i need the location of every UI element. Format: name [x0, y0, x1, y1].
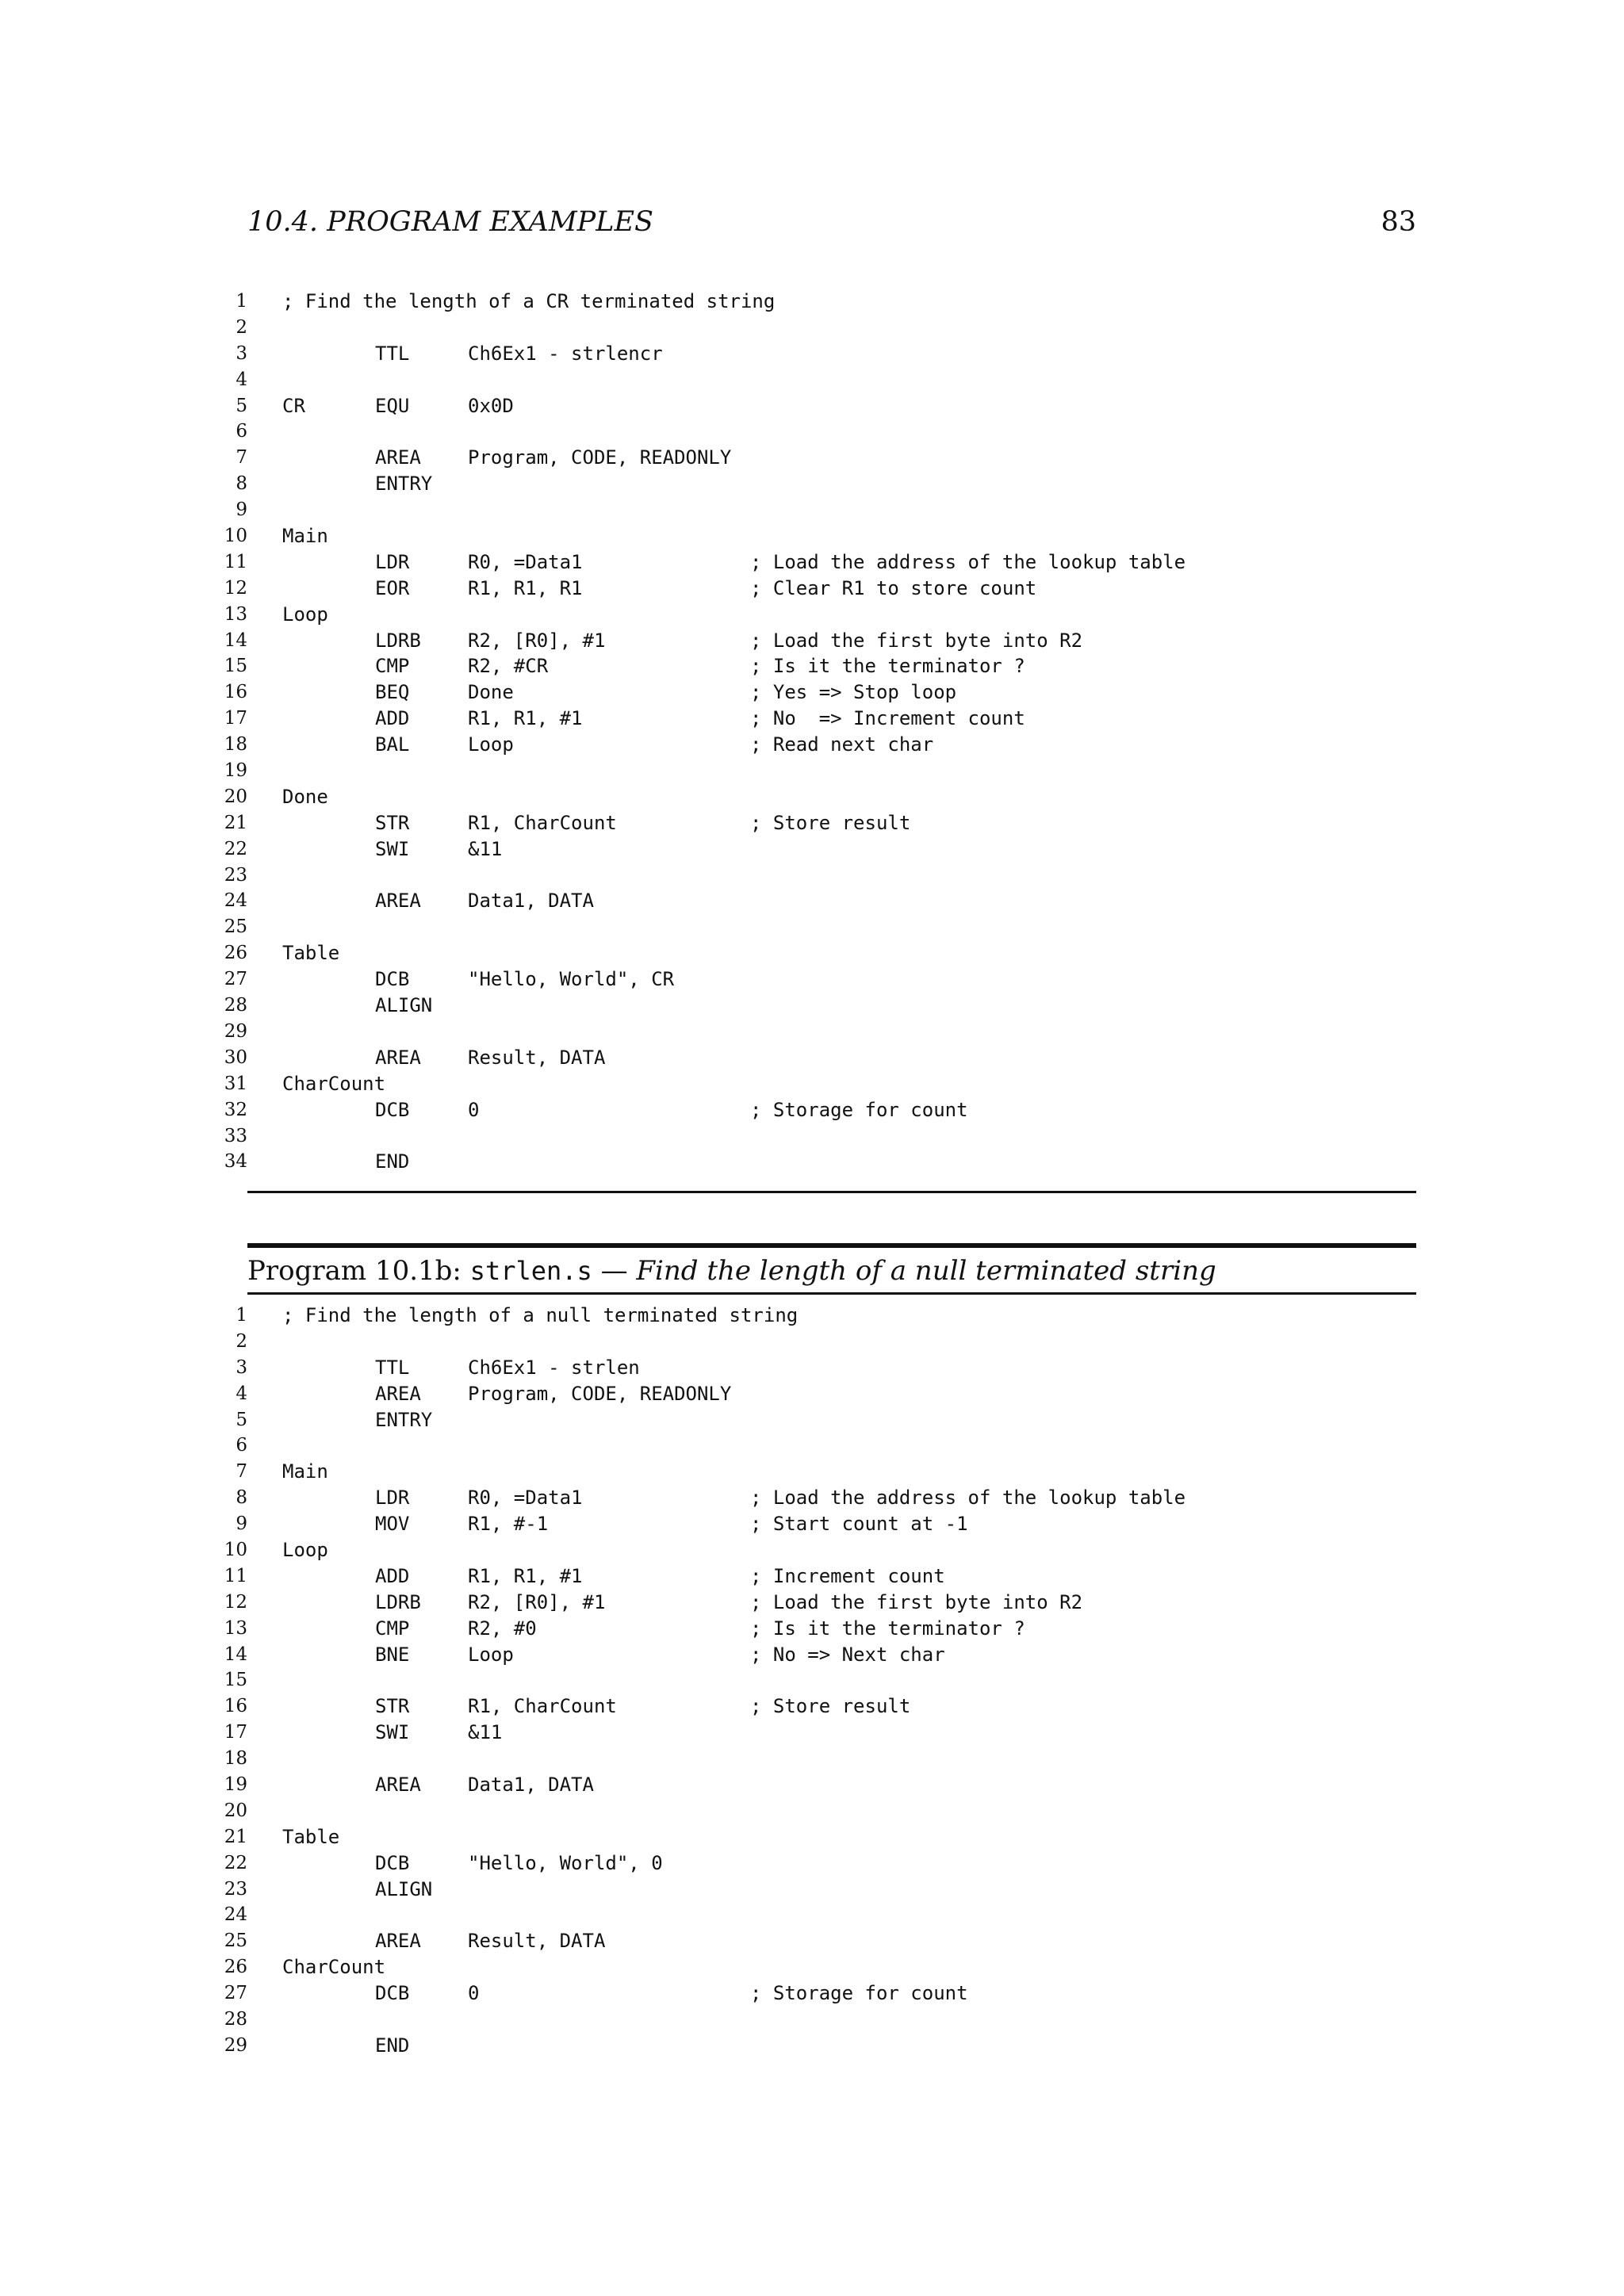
code-line	[214, 445, 1419, 471]
code-line	[214, 1019, 1419, 1045]
code-line	[214, 1355, 1419, 1381]
code-comment: ; Storage for count	[750, 1098, 968, 1121]
line-number: 11	[224, 1565, 247, 1586]
code-opcode: ENTRY	[375, 473, 433, 496]
line-number: 5	[236, 1409, 247, 1430]
code-label: ; Find the length of a CR terminated string	[282, 290, 776, 312]
code-comment: ; Read next char	[750, 733, 934, 756]
code-line	[214, 1772, 1419, 1798]
line-number: 6	[236, 421, 247, 442]
line-number: 13	[224, 1617, 247, 1639]
code-opcode: DCB	[375, 1982, 410, 2005]
line-number: 18	[224, 1748, 247, 1770]
code-operands: Loop	[468, 1643, 514, 1666]
code-opcode: BEQ	[375, 681, 410, 704]
line-number: 29	[224, 2034, 247, 2056]
code-line	[214, 1980, 1419, 2007]
line-number: 5	[236, 395, 247, 416]
code-line	[214, 1693, 1419, 1720]
caption-bottom-rule	[247, 1292, 1416, 1295]
code-line	[214, 1097, 1419, 1123]
code-line	[214, 1459, 1419, 1485]
code-operands: Ch6Ex1 - strlencr	[468, 342, 663, 365]
code-line	[214, 1954, 1419, 1980]
line-number: 15	[224, 1670, 247, 1691]
line-number: 24	[224, 1904, 247, 1926]
code-comment: ; No => Next char	[750, 1643, 945, 1666]
code-line	[214, 1667, 1419, 1693]
line-number: 34	[224, 1151, 247, 1173]
line-number: 18	[224, 734, 247, 756]
code-opcode: STR	[375, 811, 410, 834]
code-line	[214, 1537, 1419, 1563]
caption-dash: —	[592, 1255, 637, 1287]
line-number: 2	[236, 1330, 247, 1352]
page-header	[247, 198, 1416, 246]
code-line	[214, 549, 1419, 576]
caption-prefix: Program 10.1b:	[247, 1255, 470, 1287]
code-operands: Data1, DATA	[468, 1774, 594, 1797]
line-number: 3	[236, 342, 247, 364]
line-number: 26	[224, 1957, 247, 1978]
code-line	[214, 367, 1419, 393]
line-number: 9	[236, 1513, 247, 1535]
code-line	[214, 1720, 1419, 1746]
line-number: 4	[236, 369, 247, 390]
code-opcode: ADD	[375, 1564, 410, 1587]
code-line	[214, 1511, 1419, 1537]
code-line	[214, 393, 1419, 419]
code-label: Table	[282, 942, 340, 965]
code-opcode: CMP	[375, 655, 410, 678]
line-number: 31	[224, 1073, 247, 1094]
code-opcode: AREA	[375, 1382, 421, 1405]
code-line	[214, 341, 1419, 367]
code-opcode: DCB	[375, 968, 410, 991]
line-number: 7	[236, 447, 247, 469]
code-line	[214, 2007, 1419, 2033]
code-comment: ; Is it the terminator ?	[750, 655, 1025, 678]
code-line	[214, 1407, 1419, 1433]
code-comment: ; Storage for count	[750, 1982, 968, 2005]
code-line	[214, 1877, 1419, 1903]
code-operands: R1, #-1	[468, 1513, 549, 1536]
line-number: 25	[224, 1931, 247, 1952]
line-number: 22	[224, 838, 247, 859]
line-number: 19	[224, 760, 247, 782]
code-opcode: ENTRY	[375, 1408, 433, 1431]
code-opcode: EQU	[375, 394, 410, 417]
line-number: 24	[224, 890, 247, 912]
code-line	[214, 1850, 1419, 1877]
code-line	[214, 315, 1419, 341]
line-number: 27	[224, 969, 247, 990]
line-number: 4	[236, 1383, 247, 1404]
code-operands: &11	[468, 1721, 503, 1744]
line-number: 23	[224, 864, 247, 886]
code-opcode: MOV	[375, 1513, 410, 1536]
line-number: 32	[224, 1099, 247, 1120]
code-label: Done	[282, 785, 328, 808]
line-number: 7	[236, 1461, 247, 1483]
code-opcode: AREA	[375, 890, 421, 913]
code-operands: R1, R1, #1	[468, 707, 583, 730]
code-operands: R2, [R0], #1	[468, 1590, 606, 1613]
code-line	[214, 679, 1419, 706]
code-line	[214, 914, 1419, 940]
code-line	[214, 784, 1419, 810]
code-label: Table	[282, 1825, 340, 1848]
code-comment: ; Increment count	[750, 1564, 945, 1587]
code-label: Loop	[282, 603, 328, 626]
line-number: 16	[224, 682, 247, 703]
code-line	[214, 863, 1419, 889]
line-number: 33	[224, 1125, 247, 1146]
code-line	[214, 2033, 1419, 2059]
code-listing-strlen	[214, 1303, 1419, 2059]
line-number: 20	[224, 786, 247, 807]
line-number: 9	[236, 499, 247, 521]
code-opcode: LDRB	[375, 629, 421, 652]
code-opcode: AREA	[375, 1046, 421, 1069]
code-operands: 0	[468, 1098, 480, 1121]
line-number: 8	[236, 473, 247, 495]
code-line	[214, 1746, 1419, 1772]
code-line	[214, 1433, 1419, 1459]
code-line	[214, 497, 1419, 523]
code-operands: R1, R1, #1	[468, 1564, 583, 1587]
code-line	[214, 289, 1419, 315]
code-opcode: SWI	[375, 837, 410, 860]
line-number: 2	[236, 316, 247, 338]
code-label: CharCount	[282, 1072, 386, 1095]
code-label: Main	[282, 1460, 328, 1483]
code-operands: Ch6Ex1 - strlen	[468, 1356, 640, 1379]
page-number: 83	[1381, 206, 1416, 238]
line-number: 16	[224, 1696, 247, 1717]
code-line	[214, 523, 1419, 549]
code-comment: ; Yes => Stop loop	[750, 681, 957, 704]
code-line	[214, 471, 1419, 497]
code-operands: Program, CODE, READONLY	[468, 1382, 732, 1405]
code-opcode: END	[375, 1150, 410, 1173]
code-opcode: AREA	[375, 1930, 421, 1953]
code-operands: Data1, DATA	[468, 890, 594, 913]
code-operands: R1, R1, R1	[468, 576, 583, 599]
code-opcode: ALIGN	[375, 994, 433, 1017]
code-line	[214, 1928, 1419, 1954]
code-comment: ; Load the address of the lookup table	[750, 1487, 1186, 1510]
code-comment: ; Store result	[750, 811, 911, 834]
line-number: 12	[224, 577, 247, 599]
line-number: 23	[224, 1878, 247, 1900]
code-label: CharCount	[282, 1956, 386, 1979]
code-operands: Program, CODE, READONLY	[468, 446, 732, 469]
code-line	[214, 1902, 1419, 1928]
code-line	[214, 1563, 1419, 1590]
code-operands: 0	[468, 1982, 480, 2005]
code-line	[214, 1824, 1419, 1850]
line-number: 17	[224, 1722, 247, 1743]
line-number: 10	[224, 1540, 247, 1561]
running-head: 10.4. PROGRAM EXAMPLES	[247, 206, 653, 238]
line-number: 21	[224, 812, 247, 833]
program-caption	[247, 1249, 1416, 1292]
code-opcode: END	[375, 2034, 410, 2057]
code-line	[214, 576, 1419, 602]
line-number: 22	[224, 1852, 247, 1873]
code-operands: R2, #CR	[468, 655, 549, 678]
code-line	[214, 653, 1419, 679]
line-number: 11	[224, 551, 247, 572]
code-operands: R2, [R0], #1	[468, 629, 606, 652]
line-number: 6	[236, 1435, 247, 1456]
code-comment: ; Clear R1 to store count	[750, 576, 1037, 599]
code-line	[214, 993, 1419, 1019]
line-number: 14	[224, 629, 247, 651]
code-opcode: SWI	[375, 1721, 410, 1744]
code-line	[214, 706, 1419, 732]
code-line	[214, 1071, 1419, 1097]
code-comment: ; Is it the terminator ?	[750, 1617, 1025, 1640]
code-opcode: ADD	[375, 707, 410, 730]
code-line	[214, 1303, 1419, 1329]
code-operands: R0, =Data1	[468, 1487, 583, 1510]
code-line	[214, 1798, 1419, 1824]
code-line	[214, 888, 1419, 914]
code-opcode: BAL	[375, 733, 410, 756]
line-number: 25	[224, 916, 247, 938]
code-operands: "Hello, World", 0	[468, 1851, 663, 1874]
code-line	[214, 836, 1419, 863]
line-number: 28	[224, 995, 247, 1016]
code-line	[214, 1045, 1419, 1071]
code-line	[214, 1329, 1419, 1355]
code-operands: R1, CharCount	[468, 1695, 617, 1718]
code-operands: Loop	[468, 733, 514, 756]
code-operands: &11	[468, 837, 503, 860]
code-operands: "Hello, World", CR	[468, 968, 675, 991]
code-opcode: CMP	[375, 1617, 410, 1640]
code-opcode: DCB	[375, 1098, 410, 1121]
code-line	[214, 1149, 1419, 1175]
code-line	[214, 758, 1419, 784]
line-number: 17	[224, 708, 247, 729]
code-line	[214, 602, 1419, 628]
code-comment: ; Load the first byte into R2	[750, 1590, 1083, 1613]
code-opcode: LDRB	[375, 1590, 421, 1613]
code-line	[214, 810, 1419, 836]
line-number: 28	[224, 2009, 247, 2030]
code-opcode: BNE	[375, 1643, 410, 1666]
line-number: 15	[224, 656, 247, 677]
code-line	[214, 419, 1419, 445]
code-comment: ; Load the first byte into R2	[750, 629, 1083, 652]
code-line	[214, 1485, 1419, 1511]
line-number: 12	[224, 1591, 247, 1613]
line-number: 8	[236, 1487, 247, 1509]
code-opcode: TTL	[375, 1356, 410, 1379]
code-opcode: TTL	[375, 342, 410, 365]
listing-end-rule	[247, 1191, 1416, 1193]
code-line	[214, 1642, 1419, 1668]
line-number: 1	[236, 1305, 247, 1326]
caption-description: Find the length of a null terminated string	[636, 1255, 1216, 1287]
code-line	[214, 966, 1419, 993]
line-number: 27	[224, 1983, 247, 2004]
code-label: Loop	[282, 1539, 328, 1562]
line-number: 3	[236, 1357, 247, 1378]
line-number: 19	[224, 1774, 247, 1796]
code-line	[214, 732, 1419, 758]
code-opcode: AREA	[375, 446, 421, 469]
code-line	[214, 1590, 1419, 1616]
code-line	[214, 1616, 1419, 1642]
code-opcode: EOR	[375, 576, 410, 599]
line-number: 30	[224, 1047, 247, 1068]
code-opcode: LDR	[375, 550, 410, 573]
code-operands: R2, #0	[468, 1617, 537, 1640]
code-label: CR	[282, 394, 305, 417]
code-line	[214, 940, 1419, 966]
code-label: ; Find the length of a null terminated string	[282, 1304, 799, 1326]
caption-top-rule	[247, 1243, 1416, 1248]
code-opcode: LDR	[375, 1487, 410, 1510]
line-number: 14	[224, 1644, 247, 1665]
code-operands: Result, DATA	[468, 1046, 606, 1069]
code-operands: R1, CharCount	[468, 811, 617, 834]
line-number: 13	[224, 603, 247, 625]
line-number: 10	[224, 526, 247, 547]
code-opcode: DCB	[375, 1851, 410, 1874]
code-opcode: ALIGN	[375, 1877, 433, 1900]
code-operands: Done	[468, 681, 514, 704]
code-opcode: STR	[375, 1695, 410, 1718]
code-operands: R0, =Data1	[468, 550, 583, 573]
line-number: 1	[236, 291, 247, 312]
caption-filename: strlen.s	[469, 1256, 592, 1286]
code-comment: ; Load the address of the lookup table	[750, 550, 1186, 573]
code-listing-strlencr	[214, 289, 1419, 1175]
code-line	[214, 628, 1419, 654]
code-label: Main	[282, 525, 328, 548]
code-comment: ; Start count at -1	[750, 1513, 968, 1536]
code-opcode: AREA	[375, 1774, 421, 1797]
line-number: 29	[224, 1020, 247, 1042]
line-number: 20	[224, 1800, 247, 1821]
code-comment: ; Store result	[750, 1695, 911, 1718]
code-line	[214, 1381, 1419, 1407]
line-number: 26	[224, 943, 247, 964]
code-comment: ; No => Increment count	[750, 707, 1025, 730]
code-operands: Result, DATA	[468, 1930, 606, 1953]
code-operands: 0x0D	[468, 394, 514, 417]
line-number: 21	[224, 1826, 247, 1847]
code-line	[214, 1123, 1419, 1150]
